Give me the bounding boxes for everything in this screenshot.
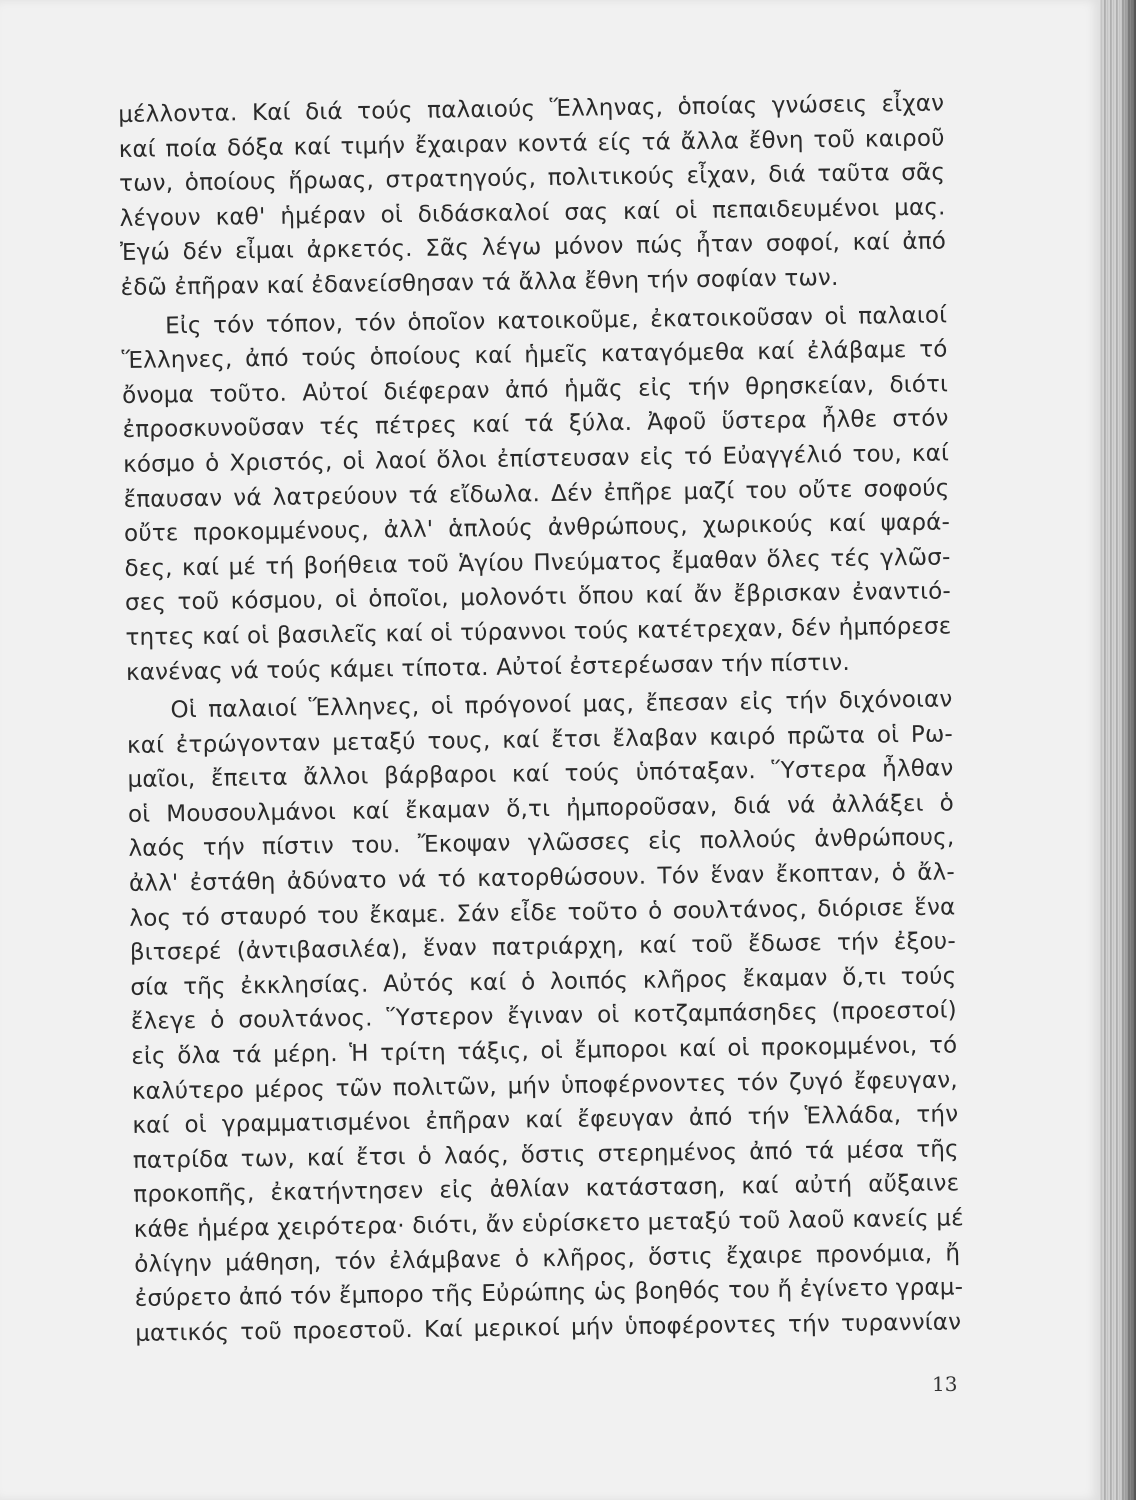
text-line: βιτσερέ (ἀντιβασιλέα), ἕναν πατριάρχη, καί τοῦ ἔδωσε τήν ἐξου-	[129, 928, 957, 967]
text-line: προκοπῆς, ἐκατήντησεν εἰς ἀθλίαν κατάσταση, καί αὐτή αὔξαινε	[133, 1170, 960, 1209]
text-line: μέλλοντα. Καί διά τούς παλαιούς Ἕλληνας, ὁποίας γνώσεις εἶχαν	[118, 90, 945, 128]
text-line: Ἕλληνες, ἀπό τούς ὁποίους καί ἡμεῖς καταγόμεθα καί ἐλάβαμε τό	[121, 336, 948, 375]
text-line: Οἱ παλαιοί Ἕλληνες, οἱ πρόγονοί μας, ἔπεσαν εἰς τήν διχόνοιαν	[170, 686, 953, 724]
text-line: ματικός τοῦ προεστοῦ. Καί μερικοί μήν ὑποφέροντες τήν τυραννίαν	[135, 1309, 962, 1347]
text-line: σία τῆς ἐκκλησίας. Αὐτός καί ὁ λοιπός κλῆρος ἔκαμαν ὅ,τι τούς	[130, 963, 957, 1001]
text-line: ἔπαυσαν νά λατρεύουν τά εἴδωλα. Δέν ἐπῆρε μαζί του οὔτε σοφούς	[123, 474, 950, 513]
text-line: ὄνομα τοῦτο. Αὐτοί διέφεραν ἀπό ἡμᾶς εἰς τήν θρησκείαν, διότι	[121, 371, 949, 409]
text-line: ἀλλ' ἐστάθη ἀδύνατο νά τό κατορθώσουν. Τόν ἕναν ἔκοπταν, ὁ ἄλ-	[128, 859, 956, 897]
text-line: κάθε ἡμέρα χειρότερα· διότι, ἄν εὑρίσκετο μεταξύ τοῦ λαοῦ κανείς μέ	[133, 1205, 964, 1243]
text-line: τητες καί οἱ βασιλεῖς καί οἱ τύραννοι τούς κατέτρεχαν, δέν ἠμπόρεσε	[125, 613, 952, 651]
paragraph-3	[126, 683, 964, 1352]
paragraph-1	[118, 86, 947, 305]
text-line: καλύτερο μέρος τῶν πολιτῶν, μήν ὑποφέρνοντες τόν ζυγό ἔφευγαν,	[131, 1066, 958, 1105]
text-line: πατρίδα των, καί ἔτσι ὁ λαός, ὅστις στερημένος ἀπό τά μέσα τῆς	[132, 1136, 959, 1174]
text-line: λέγουν καθ' ἡμέραν οἱ διδάσκαλοί σας καί οἱ πεπαιδευμένοι μας.	[119, 194, 946, 232]
text-line: ἐσύρετο ἀπό τόν ἔμπορο τῆς Εὐρώπης ὡς βοηθός του ἤ ἐγίνετο γραμ-	[134, 1274, 964, 1313]
text-line: ὀλίγην μάθηση, τόν ἐλάμβανε ὁ κλῆρος, ὅστις ἔχαιρε προνόμια, ἤ	[134, 1239, 961, 1278]
text-line: ἐπροσκυνοῦσαν τές πέτρες καί τά ξύλα. Ἀφοῦ ὕστερα ἦλθε στόν	[122, 405, 949, 444]
body-text	[118, 86, 964, 1351]
text-line: καί ποία δόξα καί τιμήν ἔχαιραν κοντά είς τά ἄλλα ἔθνη τοῦ καιροῦ	[118, 125, 945, 163]
page-number: 13	[932, 1372, 958, 1396]
text-line: κανένας νά τούς κάμει τίποτα. Αὐτοί ἐστερέωσαν τήν πίστιν.	[125, 649, 851, 686]
text-line: κόσμο ὁ Χριστός, οἱ λαοί ὅλοι ἐπίστευσαν εἰς τό Εὐαγγέλιό του, καί	[122, 440, 950, 478]
text-line: εἰς ὅλα τά μέρη. Ἡ τρίτη τάξις, οἱ ἔμποροι καί οἱ προκομμένοι, τό	[131, 1032, 958, 1070]
text-line: Εἰς τόν τόπον, τόν ὁποῖον κατοικοῦμε, ἐκατοικοῦσαν οἱ παλαιοί	[165, 302, 948, 339]
page-edge-shadow	[1120, 0, 1136, 1500]
text-line: μαῖοι, ἔπειτα ἄλλοι βάρβαροι καί τούς ὑπόταξαν. Ὕστερα ἦλθαν	[127, 755, 954, 794]
text-line: οἱ Μουσουλμάνοι καί ἔκαμαν ὅ,τι ἠμποροῦσαν, διά νά ἀλλάξει ὁ	[127, 790, 955, 828]
text-line: σες τοῦ κόσμου, οἱ ὁποῖοι, μολονότι ὅπου καί ἄν ἔβρισκαν ἐναντιό-	[124, 578, 952, 617]
text-line: οὔτε προκομμένους, ἀλλ' ἁπλούς ἀνθρώπους, χωρικούς καί ψαρά-	[123, 509, 951, 548]
text-line: καί ἐτρώγονταν μεταξύ τους, καί ἔτσι ἔλαβαν καιρό πρῶτα οἱ Ρω-	[126, 721, 954, 759]
text-line: ἔλεγε ὁ σουλτάνος. Ὕστερον ἔγιναν οἱ κοτζαμπάσηδες (προεστοί)	[130, 997, 958, 1036]
text-line: Ἐγώ δέν εἶμαι ἀρκετός. Σᾶς λέγω μόνον πώς ἦταν σοφοί, καί ἀπό	[119, 228, 947, 267]
paragraph-2	[121, 298, 952, 690]
text-line: καί οἱ γραμματισμένοι ἐπῆραν καί ἔφευγαν ἀπό τήν Ἑλλάδα, τήν	[132, 1101, 959, 1140]
text-line: ἐδῶ ἐπῆραν καί ἐδανείσθησαν τά ἄλλα ἔθνη τήν σοφίαν των.	[120, 264, 839, 301]
text-line: δες, καί μέ τή βοήθεια τοῦ Ἁγίου Πνεύματος ἔμαθαν ὅλες τές γλῶσ-	[124, 544, 951, 582]
text-line: των, ὁποίους ἥρωας, στρατηγούς, πολιτικούς εἶχαν, διά ταῦτα σᾶς	[119, 159, 946, 198]
text-line: λαός τήν πίστιν του. Ἔκοψαν γλῶσσες εἰς πολλούς ἀνθρώπους,	[128, 824, 955, 863]
text-line: λος τό σταυρό του ἔκαμε. Σάν εἶδε τοῦτο ὁ σουλτάνος, διόρισε ἕνα	[129, 894, 956, 932]
